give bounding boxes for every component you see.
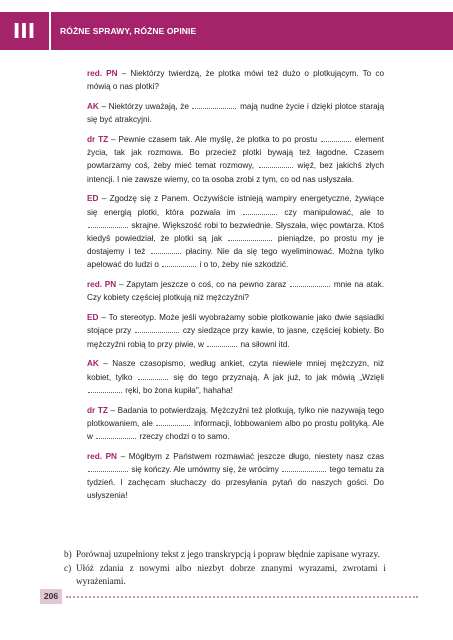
task-text: Porównaj uzupełniony tekst z jego transkrypcją i popraw błędnie zapisane wyrazy. bbox=[76, 549, 380, 559]
dialogue-text-fragment: ręki, bo żona kupiła", hahaha! bbox=[123, 385, 233, 395]
dialogue-text-fragment: i o to, żeby nie szkodzić. bbox=[197, 260, 289, 270]
dialogue-paragraph bbox=[87, 357, 384, 397]
dialogue-text-fragment: się do tego przyznają. A jak już, to jak mówią „Wzięli bbox=[168, 372, 384, 382]
fill-in-blank bbox=[96, 432, 136, 439]
speaker-label: AK bbox=[87, 359, 99, 369]
speaker-label: ED bbox=[87, 313, 99, 323]
speaker-label: ED bbox=[87, 194, 99, 204]
dialogue-text-fragment: więź, bez jakichś złych intencji. I nie zawsze wiemy, co ta osoba zrobi z tym, co od nas usłyszała. bbox=[87, 161, 384, 184]
chapter-header bbox=[0, 12, 453, 50]
speaker-label: dr TZ bbox=[87, 135, 109, 144]
dialogue-text-fragment: – Nasze czasopismo, według ankiet, czyta niewiele mniej mężczyzn, niż kobiet, tylko bbox=[87, 359, 385, 382]
dialogue-paragraph bbox=[87, 192, 384, 271]
dialogue-paragraph bbox=[87, 311, 384, 351]
dialogue-text-fragment: tego tematu za tydzień. I zachęcam słuchaczy do przesyłania pytań do naszych gości. Do usłyszenia! bbox=[87, 465, 384, 501]
task-item bbox=[64, 548, 386, 561]
header-divider bbox=[49, 12, 51, 50]
dialogue-text-fragment: element życia, tak jak rozmowa. Bo przecież plotki bywają też łagodne. Czasem powtarzamy coś, żeby mieć temat rozmowy, bbox=[87, 135, 384, 171]
dialogue-paragraph bbox=[87, 100, 384, 126]
fill-in-blank bbox=[243, 208, 277, 215]
dialogue-paragraph bbox=[87, 67, 384, 93]
dialogue-text-fragment: czy siedzące przy kawie, to jasne, częściej kobiety. Bo mężczyźni robią to przy piwie, w bbox=[87, 326, 384, 349]
footer-dotted-line bbox=[66, 596, 418, 598]
dialogue-text-fragment: się kończy. Ale umówmy się, że wrócimy bbox=[129, 465, 282, 475]
dialogue-text-fragment: pieniądze, po prostu my je dostajemy i też bbox=[87, 234, 384, 257]
task-list bbox=[64, 548, 386, 589]
fill-in-blank bbox=[135, 326, 179, 333]
dialogue-text-fragment: skrajne. Większość robi to bezwiednie. Słyszała, więc powtarza. Ktoś kiedyś powiedział, że plotki są jak bbox=[87, 220, 384, 244]
fill-in-blank bbox=[151, 247, 181, 254]
dialogue-text-fragment: – Pewnie czasem tak. Ale myślę, że plotka to po prostu bbox=[111, 135, 320, 144]
fill-in-blank bbox=[88, 465, 128, 472]
dialogue-paragraph bbox=[87, 133, 384, 186]
dialogue-text bbox=[87, 67, 384, 509]
fill-in-blank bbox=[192, 102, 236, 109]
dialogue-text-fragment: płaciny. Nie da się tego wyeliminować. Można tylko apelować do ludzi o bbox=[87, 247, 384, 270]
speaker-label: dr TZ bbox=[87, 405, 108, 415]
fill-in-blank bbox=[290, 280, 330, 287]
task-letter: c) bbox=[64, 563, 72, 573]
task-letter: b) bbox=[64, 549, 72, 559]
dialogue-text-fragment: – Niektórzy twierdzą, że plotka mówi też dużo o plotkującym. To co mówią o nas plotki? bbox=[87, 69, 385, 92]
fill-in-blank bbox=[207, 340, 237, 347]
fill-in-blank bbox=[228, 234, 272, 241]
page-number: 206 bbox=[40, 589, 62, 604]
chapter-title: RÓŻNE SPRAWY, RÓŻNE OPINIE bbox=[60, 26, 197, 36]
fill-in-blank bbox=[259, 161, 293, 168]
dialogue-text-fragment: – Zgodzę się z Panem. Oczywiście istnieją wampiry energetyczne, żywiące się energią plotki, która pozwala im bbox=[87, 194, 384, 217]
dialogue-text-fragment: na siłowni itd. bbox=[238, 339, 290, 349]
dialogue-paragraph bbox=[87, 404, 384, 444]
task-item bbox=[64, 562, 386, 588]
dialogue-text-fragment: informacji, lobbowaniem albo po prostu polityką. Ale w bbox=[87, 418, 384, 442]
dialogue-text-fragment: – Zapytam jeszcze o coś, co na pewno zaraz bbox=[118, 280, 290, 290]
dialogue-text-fragment: czy manipulować, ale to bbox=[277, 207, 384, 217]
speaker-label: AK bbox=[87, 102, 99, 111]
dialogue-text-fragment: – To stereotyp. Może jeśli wyobrażamy sobie plotkowanie jako dwie sąsiadki stojące przy bbox=[87, 313, 384, 336]
fill-in-blank bbox=[138, 373, 168, 380]
dialogue-text-fragment: mają nudne życie i dzięki plotce starają się być atrakcyjni. bbox=[87, 102, 384, 125]
speaker-label: red. PN bbox=[87, 69, 118, 78]
fill-in-blank bbox=[156, 419, 190, 426]
speaker-label: red. PN bbox=[87, 280, 117, 290]
speaker-label: red. PN bbox=[87, 451, 117, 461]
fill-in-blank bbox=[321, 135, 351, 142]
fill-in-blank bbox=[88, 386, 122, 393]
dialogue-paragraph bbox=[87, 278, 384, 304]
dialogue-text-fragment: mnie na atak. Czy kobiety częściej plotkują niż mężczyźni? bbox=[87, 280, 384, 303]
dialogue-paragraph bbox=[87, 450, 384, 503]
fill-in-blank bbox=[88, 221, 128, 228]
dialogue-text-fragment: – Mógłbym z Państwem rozmawiać jeszcze długo, niestety nasz czas bbox=[120, 451, 385, 461]
fill-in-blank bbox=[282, 465, 326, 472]
chapter-number: III bbox=[12, 19, 36, 43]
task-text: Ułóż zdania z nowymi albo niezbyt dobrze znanymi wyrazami, zwrotami i wyrażeniami. bbox=[76, 563, 386, 586]
dialogue-text-fragment: rzeczy chodzi o to samo. bbox=[137, 432, 230, 442]
dialogue-text-fragment: – Niektórzy uważają, że bbox=[101, 102, 192, 111]
dialogue-text-fragment: – Badania to potwierdzają. Mężczyźni też plotkują, tylko nie nazywają tego plotkowaniem, ale bbox=[87, 405, 384, 428]
fill-in-blank bbox=[162, 260, 196, 267]
